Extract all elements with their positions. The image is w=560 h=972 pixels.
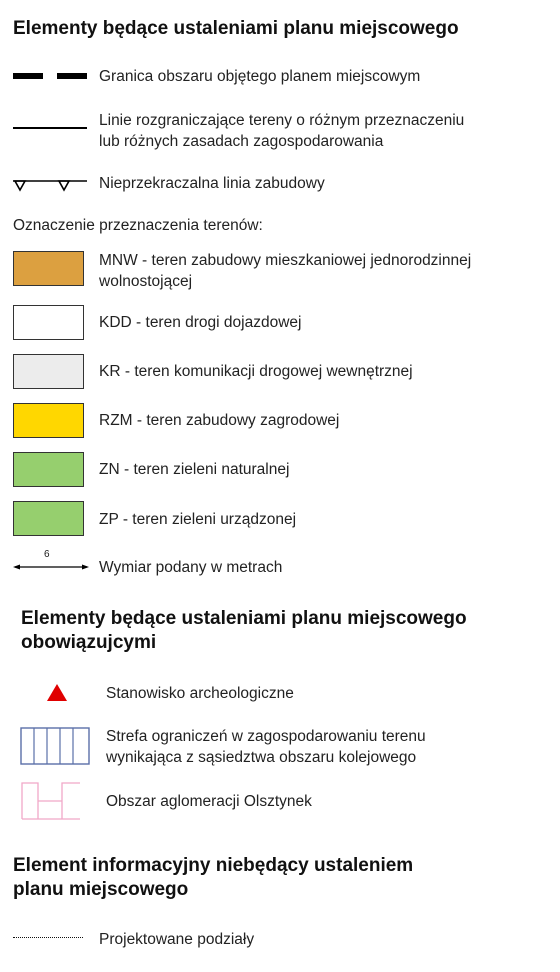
land-use-code: MNW: [99, 252, 138, 269]
land-use-desc: - teren zieleni urządzonej: [118, 511, 297, 528]
archaeological-label: Stanowisko archeologiczne: [106, 685, 294, 702]
land-use-desc: - teren zabudowy zagrodowej: [132, 412, 340, 429]
dimension-arrow-symbol: [11, 553, 91, 573]
land-use-zp: [99, 509, 296, 530]
land-use-desc: - teren zabudowy mieszkaniowej jednorodzinnej: [137, 252, 472, 269]
swatch-kdd: [13, 305, 84, 340]
section-heading-informational-line1: Element informacyjny niebędący ustaleniem: [13, 855, 414, 876]
divider-label-line1: Linie rozgraniczające tereny o różnym przeznaczeniu: [99, 112, 465, 129]
land-use-code: ZN: [99, 461, 120, 478]
section-heading-binding-line2: obowiązujcymi: [21, 632, 157, 653]
swatch-zn: [13, 452, 84, 487]
divider-line-symbol: [13, 127, 87, 129]
swatch-kr: [13, 354, 84, 389]
land-use-code: ZP: [99, 511, 119, 528]
boundary-label: Granica obszaru objętego planem miejscowym: [99, 68, 421, 85]
dimension-value: 6: [44, 549, 50, 560]
land-use-desc: - teren komunikacji drogowej wewnętrznej: [120, 363, 413, 380]
land-use-rzm: [99, 410, 339, 431]
agglomeration-label: Obszar aglomeracji Olsztynek: [106, 793, 312, 810]
archaeological-site-icon: [45, 683, 69, 703]
land-use-zn: [99, 459, 289, 480]
dimension-label: Wymiar podany w metrach: [99, 559, 283, 576]
rail-zone-hatch-symbol: [20, 727, 90, 765]
boundary-line-symbol: [13, 72, 88, 80]
swatch-zp: [13, 501, 84, 536]
land-use-code: KDD: [99, 314, 132, 331]
projected-divisions-label: Projektowane podziały: [99, 931, 255, 948]
land-use-desc: - teren zieleni naturalnej: [119, 461, 290, 478]
land-use-code: RZM: [99, 412, 133, 429]
swatch-rzm: [13, 403, 84, 438]
land-use-kdd: [99, 312, 301, 333]
projected-divisions-symbol: [13, 937, 83, 938]
land-use-kr: [99, 361, 413, 382]
land-use-code: KR: [99, 363, 121, 380]
rail-zone-label-line2: wynikająca z sąsiedztwa obszaru kolejowego: [106, 749, 417, 766]
agglomeration-boundary-symbol: [20, 781, 82, 821]
land-use-mnw-line2: wolnostojącej: [99, 273, 193, 290]
land-use-desc: - teren drogi dojazdowej: [131, 314, 302, 331]
section-heading-informational-line2: planu miejscowego: [13, 879, 189, 900]
swatch-mnw: [13, 251, 84, 286]
rail-zone-label-line1: Strefa ograniczeń w zagospodarowaniu terenu: [106, 728, 426, 745]
land-use-mnw-line1: [99, 250, 471, 271]
section-heading-plan-elements: Elementy będące ustaleniami planu miejscowego: [13, 18, 459, 39]
land-use-heading: Oznaczenie przeznaczenia terenów:: [13, 217, 263, 234]
section-heading-binding-line1: Elementy będące ustaleniami planu miejscowego: [21, 608, 467, 629]
building-line-symbol: [11, 175, 91, 193]
divider-label-line2: lub różnych zasadach zagospodarowania: [99, 133, 384, 150]
building-line-label: Nieprzekraczalna linia zabudowy: [99, 175, 325, 192]
